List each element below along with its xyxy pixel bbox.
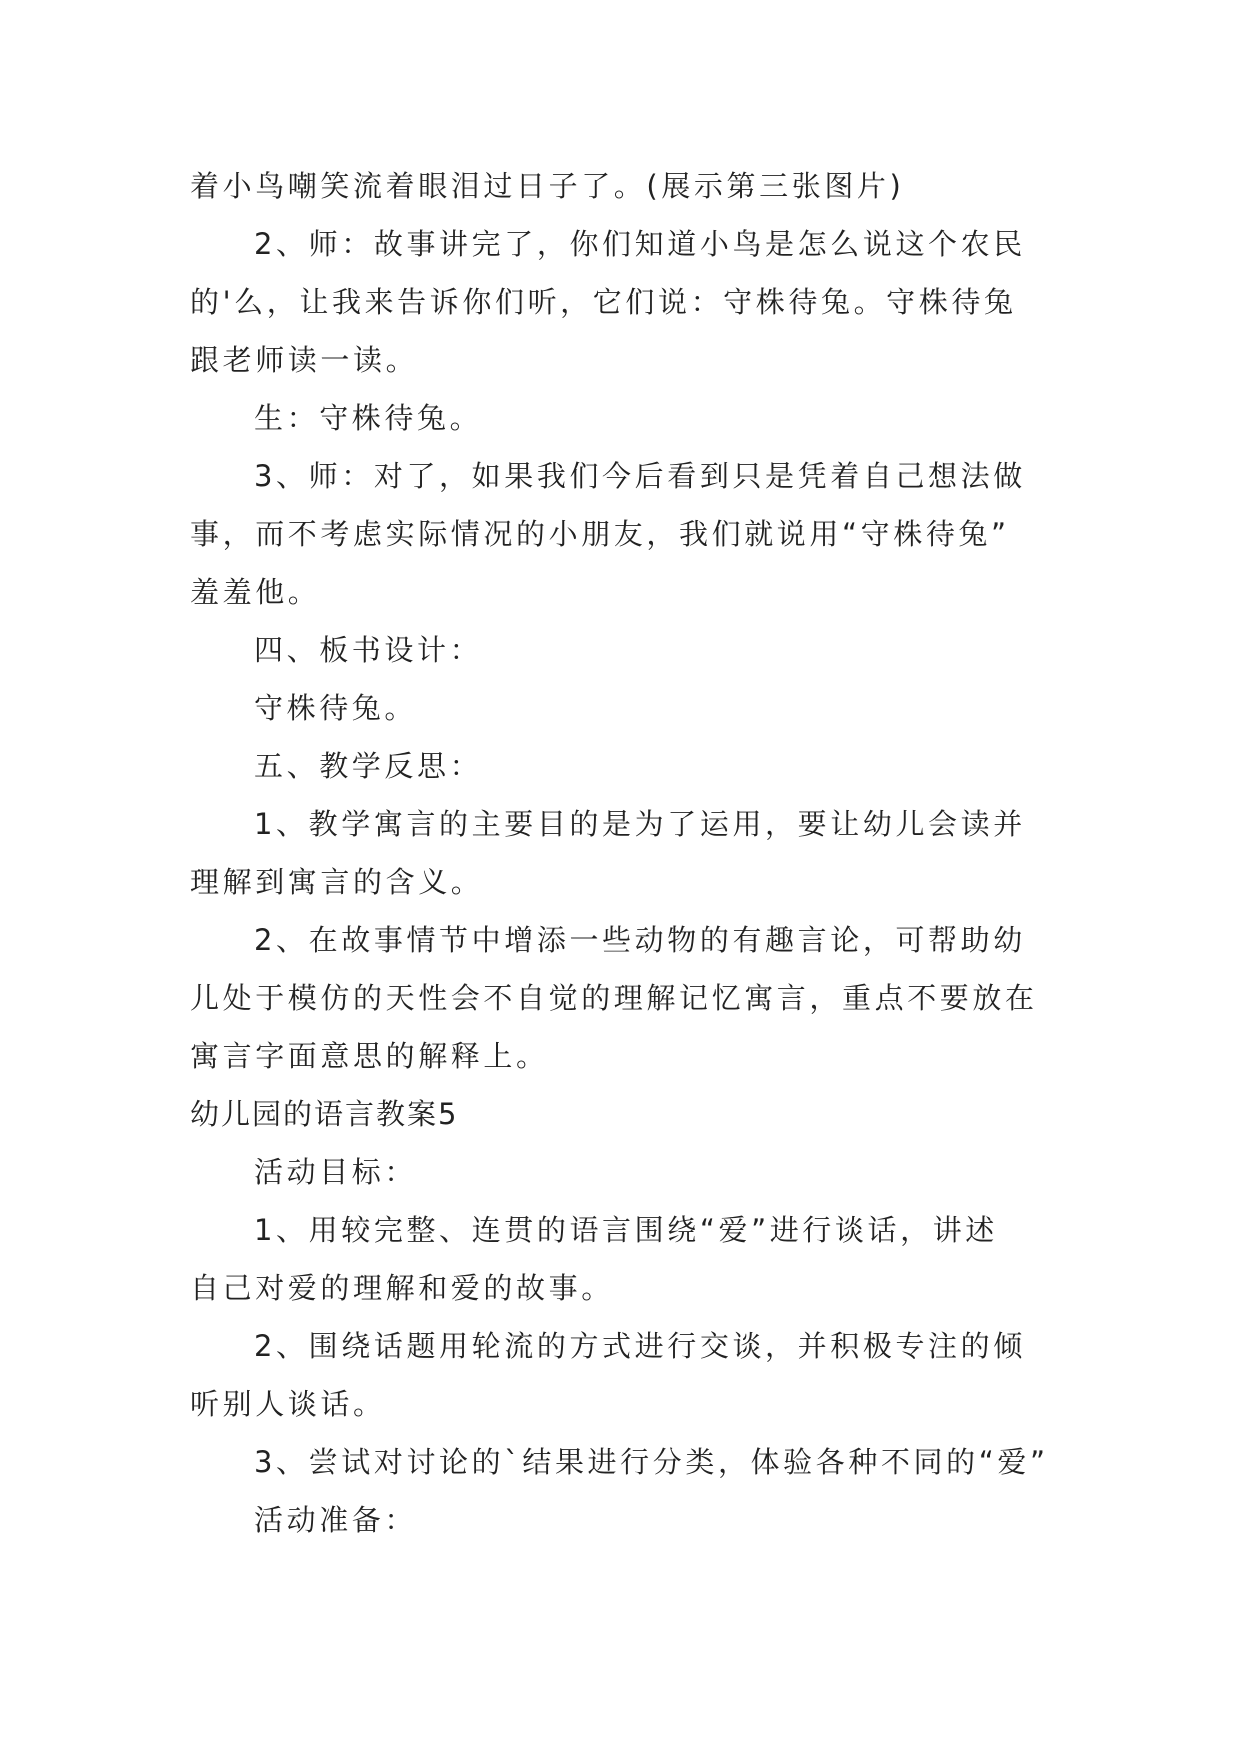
text-line: 生：守株待兔。	[254, 401, 483, 435]
text-line: 自己对爱的理解和爱的故事。	[190, 1271, 614, 1305]
section-heading: 四、板书设计：	[254, 633, 483, 667]
text-line: 事，而不考虑实际情况的小朋友，我们就说用“守株待兔”	[190, 517, 1010, 551]
document-title: 幼儿园的语言教案5	[190, 1097, 459, 1131]
text-line: 儿处于模仿的天性会不自觉的理解记忆寓言，重点不要放在	[190, 981, 1038, 1015]
text-line: 听别人谈话。	[190, 1387, 386, 1421]
text-line: 2、围绕话题用轮流的方式进行交谈，并积极专注的倾	[254, 1329, 1026, 1363]
text-line: 3、尝试对讨论的`结果进行分类，体验各种不同的“爱”	[254, 1445, 1049, 1479]
text-line: 的'么，让我来告诉你们听，它们说：守株待兔。守株待兔	[190, 285, 1017, 319]
text-line: 寓言字面意思的解释上。	[190, 1039, 549, 1073]
section-heading: 活动准备：	[254, 1503, 418, 1537]
text-line: 着小鸟嘲笑流着眼泪过日子了。(展示第三张图片)	[190, 169, 905, 203]
text-line: 跟老师读一读。	[190, 343, 419, 377]
text-line: 2、在故事情节中增添一些动物的有趣言论，可帮助幼	[254, 923, 1026, 957]
text-line: 3、师：对了，如果我们今后看到只是凭着自己想法做	[254, 459, 1026, 493]
text-line: 理解到寓言的含义。	[190, 865, 484, 899]
text-line: 守株待兔。	[254, 691, 418, 725]
section-heading: 活动目标：	[254, 1155, 418, 1189]
text-line: 1、用较完整、连贯的语言围绕“爱”进行谈话，讲述	[254, 1213, 998, 1247]
text-line: 羞羞他。	[190, 575, 321, 609]
text-line: 1、教学寓言的主要目的是为了运用，要让幼儿会读并	[254, 807, 1026, 841]
document-body	[190, 157, 1058, 1549]
section-heading: 五、教学反思：	[254, 749, 483, 783]
text-line: 2、师：故事讲完了，你们知道小鸟是怎么说这个农民	[254, 227, 1026, 261]
